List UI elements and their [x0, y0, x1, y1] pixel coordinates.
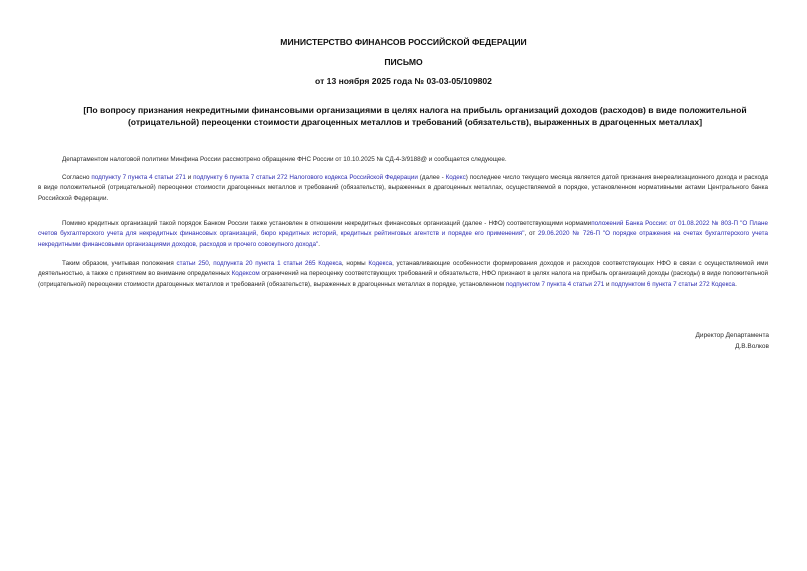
- link-art-272[interactable]: подпунктом 6 пункта 7 статьи 272 Кодекса: [611, 280, 736, 288]
- link-subparagraph-7-art-271[interactable]: подпункту 7 пункта 4 статьи 271: [91, 174, 186, 181]
- signature-block: [696, 330, 769, 352]
- link-regulation-803-p[interactable]: положений Банка России: от 01.08.2022 № 803-П "О Плане счетов бухгалтерского учета для некредитных финансовых организаций, бюро кредитных историй, кредитных рейтинговых агентств и порядке его применения": [38, 220, 768, 238]
- link-code[interactable]: Кодекса: [368, 260, 393, 267]
- text: и: [604, 280, 612, 288]
- signatory-name: Д.В.Волков: [735, 343, 769, 350]
- text: Согласно: [62, 174, 92, 181]
- text: ) последнее число текущего месяца является датой признания внереализационного дохода и расхода в виде положительной (отрицательной) переоценки стоимости драгоценных металлов и требований (обязательств), выраженных в драгоценных металлах, осуществляемой в порядке, установленном нормативными актами Центрального банка Российской Федерации.: [38, 174, 768, 202]
- link-code[interactable]: Кодекс: [445, 174, 466, 181]
- document-subject: [По вопросу признания некредитными финансовыми организациями в целях налога на прибыль организаций доходов (расходов) в виде положительной (отрицательной) переоценки стоимости драгоценных металлов и требований (обязательств), выраженных в драгоценных металлах]: [83, 105, 747, 127]
- link-tax-code-art-272[interactable]: подпункту 6 пункта 7 статьи 272 Налогового кодекса Российской Федерации: [193, 174, 418, 181]
- link-art-265[interactable]: подпункта 20 пункта 1 статьи 265 Кодекса: [213, 260, 342, 267]
- document-type: ПИСЬМО: [384, 57, 423, 67]
- text: , от: [524, 230, 539, 238]
- text: (далее -: [417, 174, 446, 181]
- link-article-250[interactable]: статьи 250: [176, 260, 209, 267]
- text: Помимо кредитных организаций такой порядок Банком России также установлен в отношении некредитных финансовых организаций (далее - НФО) соответствующими нормами: [62, 220, 592, 227]
- text: , нормы: [341, 260, 369, 267]
- paragraph-2: [38, 173, 768, 204]
- text: ,: [208, 260, 214, 267]
- paragraph-3: [38, 219, 768, 250]
- text: , устанавливающие особенности формирования доходов и расходов соответствующих НФО в связи с осуществляемой ими деятельностью, а также с принятием во внимание определенных: [38, 260, 768, 278]
- date-number: от 13 ноября 2025 года № 03-03-05/109802: [315, 76, 492, 86]
- text: Таким образом, учитывая положения: [62, 260, 177, 267]
- text: .: [735, 280, 737, 288]
- link-code[interactable]: Кодексом: [231, 270, 260, 278]
- link-regulation-726-p[interactable]: 29.06.2020 № 726-П "О порядке отражения на счетах бухгалтерского учета некредитными финансовыми организациями доходов, расходов и прочего совокупного дохода": [38, 230, 768, 248]
- text: ограничений на переоценку соответствующих требований и обязательств, НФО признают в целях налога на прибыль организаций доходы (расходы) в виде положительной (отрицательной) переоценки стоимости драгоценных металлов и требований (обязательств), выраженных в драгоценных металлах в порядке, установленном: [38, 270, 768, 288]
- paragraph-1: Департаментом налоговой политики Минфина России рассмотрено обращение ФНС России от 10.10.2025 № СД-4-3/9188@ и сообщается следующее.: [62, 156, 507, 163]
- text: и: [185, 174, 194, 181]
- text: .: [318, 240, 320, 248]
- link-art-271[interactable]: подпунктом 7 пункта 4 статьи 271: [505, 280, 605, 288]
- signatory-position: Директор Департамента: [695, 332, 769, 339]
- ministry-header: МИНИСТЕРСТВО ФИНАНСОВ РОССИЙСКОЙ ФЕДЕРАЦИИ: [280, 37, 527, 47]
- paragraph-4: [38, 259, 768, 290]
